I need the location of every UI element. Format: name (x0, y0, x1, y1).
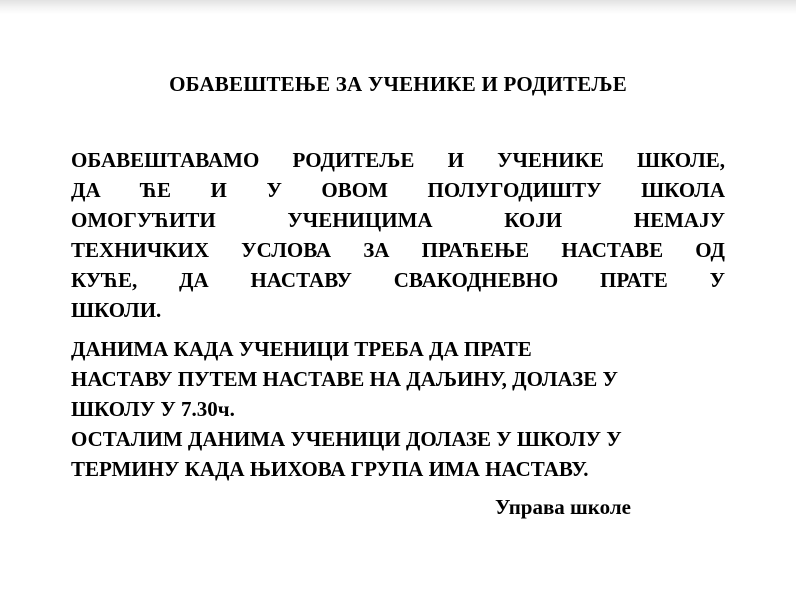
paragraph-2-line-4: ОСТАЛИМ ДАНИМА УЧЕНИЦИ ДОЛАЗЕ У ШКОЛУ У (71, 427, 622, 451)
notice-paragraph-1 (71, 145, 725, 325)
paragraph-1-line-3: ОМОГУЋИТИ УЧЕНИЦИМА КОЈИ НЕМАЈУ (71, 208, 725, 232)
signature: Управа школе (495, 495, 631, 519)
notice-paragraph-2 (71, 334, 751, 484)
paragraph-1-line-4: ТЕХНИЧКИХ УСЛОВА ЗА ПРАЋЕЊЕ НАСТАВЕ ОД (71, 238, 725, 262)
paragraph-2-line-1: ДАНИМА КАДА УЧЕНИЦИ ТРЕБА ДА ПРАТЕ (71, 337, 532, 361)
notice-title: ОБАВЕШТЕЊЕ ЗА УЧЕНИКЕ И РОДИТЕЉЕ (169, 72, 627, 96)
paragraph-1-line-6: ШКОЛИ. (71, 298, 162, 322)
paragraph-2-line-5: ТЕРМИНУ КАДА ЊИХОВА ГРУПА ИМА НАСТАВУ. (71, 457, 589, 481)
paragraph-1-line-1: ОБАВЕШТАВАМО РОДИТЕЉЕ И УЧЕНИКЕ ШКОЛЕ, (71, 148, 725, 172)
paragraph-1-line-5: КУЋЕ, ДА НАСТАВУ СВАКОДНЕВНО ПРАТЕ У (71, 268, 725, 292)
paragraph-1-line-2: ДА ЋЕ И У ОВОМ ПОЛУГОДИШТУ ШКОЛА (71, 178, 725, 202)
paragraph-2-line-2: НАСТАВУ ПУТЕМ НАСТАВЕ НА ДАЉИНУ, ДОЛАЗЕ У (71, 367, 618, 391)
paragraph-2-line-3: ШКОЛУ У 7.30ч. (71, 397, 235, 421)
